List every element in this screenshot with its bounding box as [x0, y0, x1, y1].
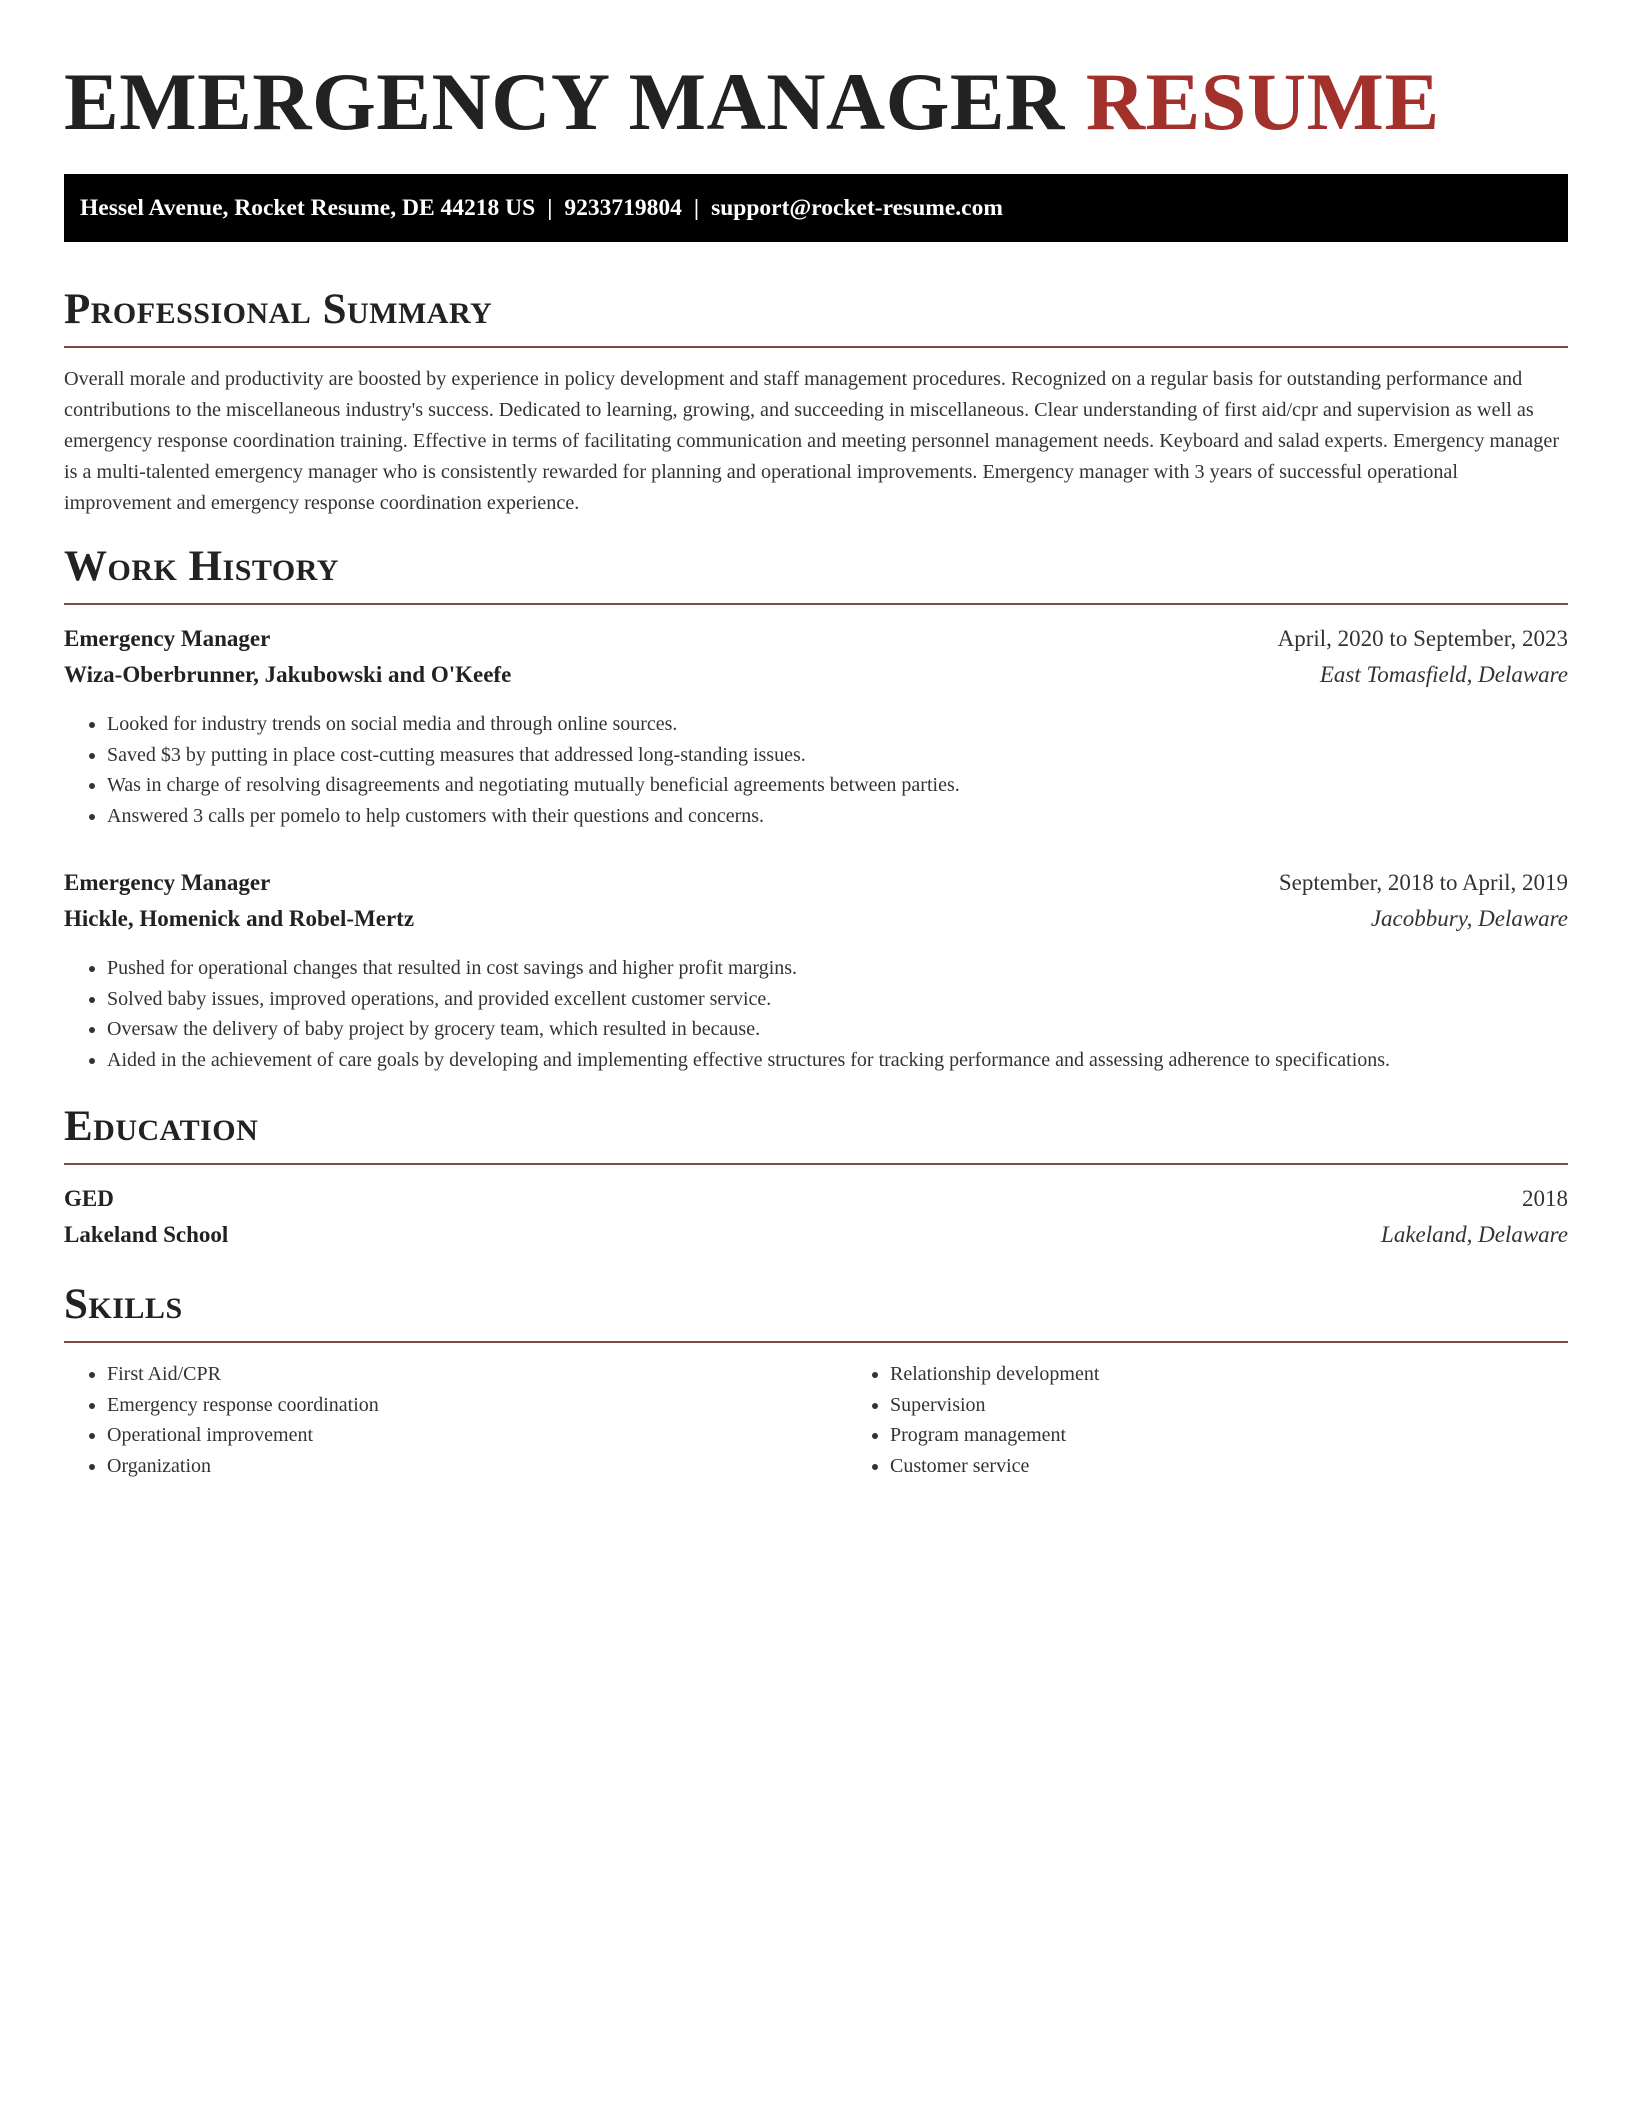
education-degree-row — [64, 1181, 1568, 1217]
skill-item: • Organization — [107, 1451, 847, 1482]
job-company-row — [64, 657, 1568, 693]
job-dates: September, 2018 to April, 2019 — [1278, 870, 1568, 895]
contact-separator: | — [547, 195, 553, 221]
education-school: Lakeland School — [64, 1222, 229, 1247]
section-divider — [64, 346, 1568, 348]
skills-columns — [64, 1359, 1568, 1481]
skill-item: • First Aid/CPR — [107, 1359, 847, 1390]
education-year: 2018 — [1522, 1186, 1568, 1211]
job-location: Jacobbury, Delaware — [1370, 906, 1568, 931]
list-item: • Pushed for operational changes that resulted in cost savings and higher profit margins. — [107, 953, 1568, 984]
contact-address: Hessel Avenue, Rocket Resume, DE 44218 US — [80, 195, 536, 221]
work-history-heading: Work History — [64, 543, 339, 590]
job-location: East Tomasfield, Delaware — [1319, 662, 1568, 687]
list-item: • Looked for industry trends on social media and through online sources. — [107, 709, 1568, 740]
education-school-row — [64, 1217, 1568, 1253]
skill-item: • Relationship development — [890, 1359, 1630, 1390]
job-title-row — [64, 865, 1568, 901]
job-dates: April, 2020 to September, 2023 — [1277, 626, 1568, 651]
list-item: • Solved baby issues, improved operations, and provided excellent customer service. — [107, 984, 1568, 1015]
list-item: • Was in charge of resolving disagreements and negotiating mutually beneficial agreements between parties. — [107, 770, 1568, 801]
skill-item: • Program management — [890, 1420, 1630, 1451]
job-bullets — [64, 709, 1568, 831]
skill-item: • Customer service — [890, 1451, 1630, 1482]
education-section — [64, 1101, 1568, 1253]
education-degree: GED — [64, 1186, 114, 1211]
job-company: Wiza-Oberbrunner, Jakubowski and O'Keefe — [64, 662, 512, 687]
contact-separator: | — [693, 195, 700, 221]
job-bullets — [64, 953, 1568, 1075]
job-title-row — [64, 621, 1568, 657]
title-accent: RESUME — [1085, 56, 1440, 147]
job-entry — [64, 621, 1568, 831]
skill-item: • Supervision — [890, 1390, 1630, 1421]
education-entry — [64, 1181, 1568, 1253]
section-divider — [64, 603, 1568, 605]
education-heading: Education — [64, 1103, 259, 1150]
job-entry — [64, 865, 1568, 1075]
job-company: Hickle, Homenick and Robel-Mertz — [64, 906, 415, 931]
job-company-row — [64, 901, 1568, 937]
job-title: Emergency Manager — [64, 870, 271, 895]
contact-email[interactable]: support@rocket-resume.com — [711, 195, 1003, 221]
resume-page — [64, 0, 1568, 1481]
contact-bar — [64, 174, 1568, 242]
summary-section — [64, 284, 1568, 519]
skill-item: • Emergency response coordination — [107, 1390, 847, 1421]
summary-heading: Professional Summary — [64, 286, 493, 333]
work-history-section — [64, 541, 1568, 1075]
list-item: • Oversaw the delivery of baby project by grocery team, which resulted in because. — [107, 1014, 1568, 1045]
skills-list-right — [847, 1359, 1630, 1481]
resume-title — [64, 0, 1568, 150]
contact-phone: 9233719804 — [564, 195, 682, 221]
skills-heading: Skills — [64, 1281, 183, 1328]
list-item: • Saved $3 by putting in place cost-cutting measures that addressed long-standing issues. — [107, 740, 1568, 771]
title-main: EMERGENCY MANAGER — [64, 56, 1065, 147]
education-location: Lakeland, Delaware — [1381, 1222, 1568, 1247]
skills-section — [64, 1279, 1568, 1481]
section-divider — [64, 1163, 1568, 1165]
skills-list-left — [64, 1359, 847, 1481]
list-item: • Aided in the achievement of care goals by developing and implementing effective structures for tracking performance and assessing adherence to specifications. — [107, 1045, 1568, 1076]
section-divider — [64, 1341, 1568, 1343]
skill-item: • Operational improvement — [107, 1420, 847, 1451]
list-item: • Answered 3 calls per pomelo to help customers with their questions and concerns. — [107, 801, 1568, 832]
job-title: Emergency Manager — [64, 626, 271, 651]
summary-text: Overall morale and productivity are boosted by experience in policy development and staff management procedures. Recognized on a regular basis for outstanding performance and contributions to the miscellaneous industry's success. Dedicated to learning, growing, and succeeding in miscellaneous. Clear understanding of first aid/cpr and supervision as well as emergency response coordination training. Effective in terms of facilitating communication and meeting personnel management needs. Keyboard and salad experts. Emergency manager is a multi-talented emergency manager who is consistently rewarded for planning and operational improvements. Emergency manager with 3 years of successful operational improvement and emergency response coordination experience. — [64, 368, 1560, 514]
